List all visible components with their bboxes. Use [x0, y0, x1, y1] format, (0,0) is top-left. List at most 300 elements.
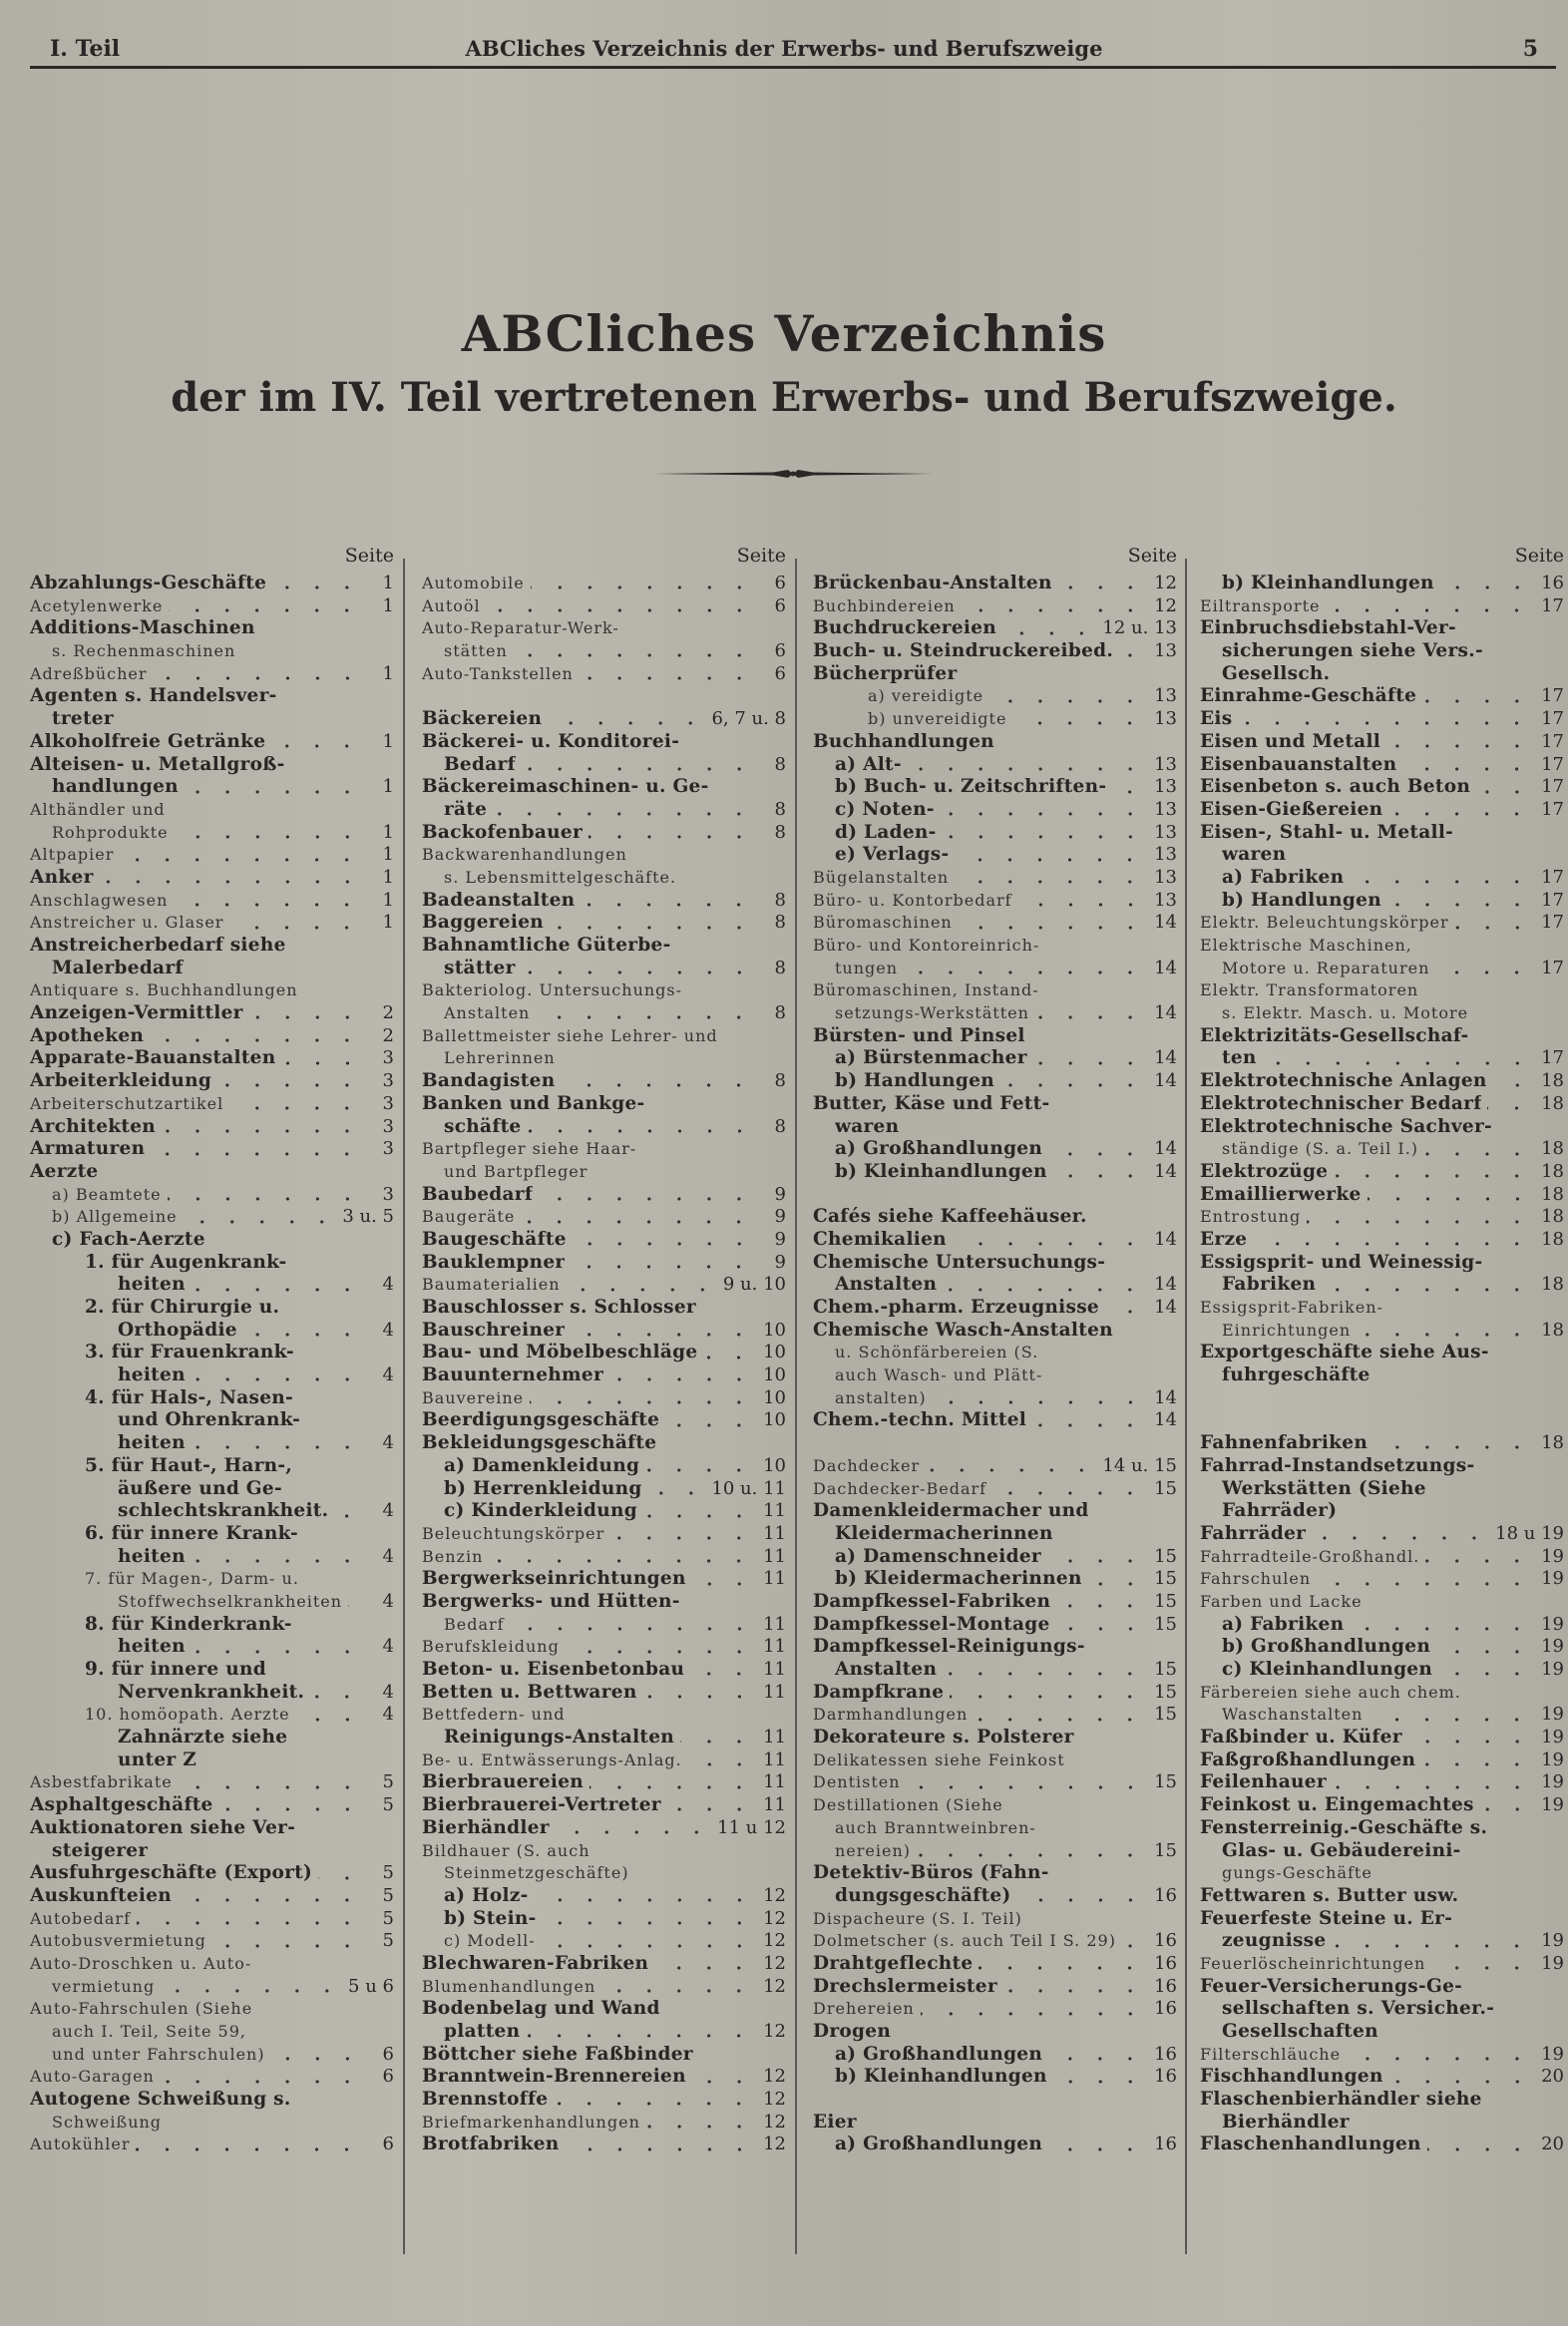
entry-page: 19	[1541, 1727, 1564, 1748]
entry-label: Reinigungs-Anstalten	[444, 1727, 675, 1748]
entry-page: 9	[774, 1228, 786, 1250]
index-entry	[1200, 595, 1564, 618]
entry-label: Autobusvermietung	[30, 1931, 206, 1951]
entry-page: 11	[763, 1727, 786, 1748]
entry-label: Althändler und	[30, 799, 166, 819]
dot-leader	[692, 1582, 754, 1586]
dot-leader	[1387, 903, 1532, 907]
entry-label: Auskunfteien	[30, 1884, 173, 1906]
entry-page: 17	[1541, 912, 1564, 934]
index-entry	[1200, 867, 1564, 890]
entry-page: 19	[1541, 1952, 1564, 1974]
index-entry	[422, 1432, 786, 1455]
dot-leader	[1238, 721, 1532, 725]
index-entry	[422, 1794, 786, 1817]
entry-label: äußere und Ge-	[118, 1477, 282, 1499]
entry-page: 16	[1154, 1998, 1177, 2020]
dot-leader	[543, 1921, 754, 1925]
entry-label: 6. für innere Krank-	[85, 1522, 299, 1544]
entry-page: 3	[382, 1115, 394, 1137]
entry-label: Bücherprüfer	[813, 662, 958, 684]
entry-label: Buchhandlungen	[813, 730, 994, 752]
index-entry	[1200, 1297, 1564, 1320]
dot-leader	[1112, 790, 1145, 794]
entry-page: 4	[382, 1590, 394, 1612]
entry-page: 1	[382, 594, 394, 616]
index-entry	[422, 1591, 786, 1614]
blank-line	[422, 685, 786, 708]
entry-label: Einrichtungen	[1222, 1320, 1352, 1340]
dot-leader	[229, 1106, 362, 1110]
index-entry	[422, 1862, 786, 1885]
index-entry	[422, 979, 786, 1002]
index-entry	[422, 2066, 786, 2089]
index-entry	[813, 1116, 1177, 1139]
dot-leader	[941, 812, 1145, 816]
dot-leader	[271, 2057, 362, 2061]
dot-leader	[531, 585, 754, 589]
entry-page: 16	[1154, 2043, 1177, 2065]
index-entry	[1200, 1998, 1564, 2021]
entry-label: Additions-Maschinen	[30, 617, 255, 639]
index-entry	[422, 2112, 786, 2134]
index-entry	[1200, 1614, 1564, 1637]
index-entry	[30, 1976, 394, 1999]
index-entry	[422, 1727, 786, 1749]
dot-leader	[150, 1038, 362, 1042]
dot-leader	[243, 1333, 362, 1337]
index-entry	[30, 1930, 394, 1953]
index-entry	[30, 2112, 394, 2134]
entry-label: Drechslermeister	[813, 1975, 997, 1997]
entry-label: Detektiv-Büros (Fahn-	[813, 1862, 1049, 1884]
index-entry	[1200, 1908, 1564, 1931]
entry-page: 5	[382, 1862, 394, 1884]
dot-leader	[917, 1853, 1145, 1857]
entry-page: 11	[763, 1522, 786, 1544]
index-entry	[30, 1704, 394, 1727]
dot-leader	[1332, 1944, 1532, 1948]
dot-leader	[589, 1785, 754, 1789]
index-entry	[1200, 1455, 1564, 1478]
entry-label: Bauvereine	[422, 1387, 525, 1407]
entry-label: s. Elektr. Masch. u. Motore	[1222, 1003, 1469, 1023]
entry-page: 13	[1154, 776, 1177, 798]
entry-label: a) Großhandlungen	[835, 1138, 1043, 1160]
entry-page: 17	[1541, 708, 1564, 730]
index-entry	[30, 958, 394, 980]
entry-label: Branntwein-Brennereien	[422, 2066, 686, 2088]
dot-leader	[1312, 1536, 1489, 1540]
dot-leader	[1333, 1785, 1532, 1789]
index-entry	[1200, 1070, 1564, 1093]
dot-leader	[1056, 1604, 1145, 1608]
entry-label: Backwarenhandlungen	[422, 845, 627, 865]
entry-label: 7. für Magen-, Darm- u.	[85, 1569, 299, 1589]
index-entry	[422, 1002, 786, 1025]
index-entry	[422, 2133, 786, 2156]
entry-page: 11	[763, 1794, 786, 1816]
entry-label: Anstalten	[835, 1659, 938, 1680]
index-entry	[813, 1704, 1177, 1727]
dot-leader	[1493, 1083, 1532, 1087]
index-entry	[813, 890, 1177, 913]
dot-leader	[645, 1468, 754, 1472]
dot-leader	[688, 1762, 754, 1766]
dot-leader	[185, 790, 362, 794]
entry-label: Feuerfeste Steine u. Er-	[1200, 1907, 1453, 1929]
index-entry	[422, 822, 786, 845]
index-entry	[30, 1229, 394, 1252]
index-entry	[1200, 1523, 1564, 1546]
entry-label: Adreßbücher	[30, 663, 148, 683]
index-entry	[1200, 708, 1564, 731]
dot-leader	[1440, 585, 1532, 589]
entry-label: Baugeschäfte	[422, 1228, 567, 1250]
index-entry	[813, 776, 1177, 799]
entry-page: 19	[1541, 1771, 1564, 1793]
entry-label: Büro- und Kontoreinrich-	[813, 936, 1040, 955]
index-entry	[30, 1070, 394, 1093]
entry-page: 13	[1154, 685, 1177, 707]
index-entry	[30, 1364, 394, 1387]
entry-page: 9 u. 10	[722, 1274, 786, 1296]
index-entry	[813, 1274, 1177, 1297]
entry-page: 4	[382, 1500, 394, 1522]
entry-label: Betten u. Bettwaren	[422, 1681, 637, 1703]
entry-label: 1. für Augenkrank-	[85, 1251, 287, 1273]
entry-label: b) Kleidermacherinnen	[835, 1568, 1082, 1590]
entry-label: a) Damenkleidung	[444, 1454, 640, 1476]
blank-line	[813, 1432, 1177, 1455]
dot-leader	[1435, 970, 1532, 974]
entry-page: 20	[1541, 2133, 1564, 2155]
entry-page: 15	[1154, 1477, 1177, 1499]
entry-page: 3	[382, 1092, 394, 1114]
entry-page: 17	[1541, 753, 1564, 775]
dot-leader	[1402, 767, 1532, 771]
entry-label: Darmhandlungen	[813, 1705, 969, 1725]
index-entry	[813, 1885, 1177, 1908]
index-entry	[813, 2112, 1177, 2134]
entry-label: a) Bürstenmacher	[835, 1047, 1027, 1069]
entry-label: Eiltransporte	[1200, 595, 1321, 615]
entry-page: 2	[382, 1024, 394, 1046]
dot-leader	[526, 2034, 754, 2038]
index-entry	[1200, 912, 1564, 935]
entry-label: Baubedarf	[422, 1183, 534, 1205]
entry-label: Werkstätten (Siehe	[1222, 1477, 1426, 1499]
entry-page: 15	[1154, 1704, 1177, 1726]
index-entry	[1200, 617, 1564, 640]
index-entry	[813, 1794, 1177, 1817]
dot-leader	[1369, 1718, 1532, 1722]
entry-label: Bildhauer (S. auch	[422, 1840, 590, 1860]
entry-page: 13	[1154, 798, 1177, 820]
index-entry	[422, 1455, 786, 1478]
dot-leader	[1035, 1015, 1145, 1019]
entry-label: räte	[444, 798, 488, 820]
dot-leader	[162, 1129, 362, 1133]
index-entry	[422, 1320, 786, 1343]
entry-label: c) Kleinhandlungen	[1222, 1659, 1433, 1680]
index-entry	[422, 1116, 786, 1139]
entry-page: 16	[1154, 1952, 1177, 1974]
entry-label: Anschlagwesen	[30, 890, 169, 910]
entry-page: 14	[1154, 912, 1177, 934]
index-entry	[30, 799, 394, 822]
dot-leader	[1408, 1740, 1532, 1744]
index-entry	[30, 890, 394, 913]
index-entry	[813, 1070, 1177, 1093]
index-entry	[1200, 1704, 1564, 1727]
index-entry	[30, 1297, 394, 1320]
index-entry	[1200, 731, 1564, 754]
entry-page: 8	[774, 753, 786, 775]
index-entry	[30, 1659, 394, 1682]
entry-page: 11	[763, 1636, 786, 1658]
entry-label: steigerer	[52, 1839, 149, 1861]
dot-leader	[588, 835, 754, 839]
dot-leader	[1476, 790, 1532, 794]
entry-label: heiten	[118, 1274, 186, 1296]
entry-label: setzungs-Werkstätten	[835, 1003, 1029, 1023]
entry-page: 14	[1154, 1228, 1177, 1250]
entry-label: Schweißung	[52, 2112, 163, 2132]
index-entry	[813, 1568, 1177, 1591]
index-entry	[30, 2021, 394, 2044]
dot-leader	[487, 608, 754, 612]
entry-label: Auto-Droschken u. Auto-	[30, 1953, 252, 1973]
entry-label: Bierbrauereien	[422, 1771, 585, 1793]
index-entry	[422, 844, 786, 867]
entry-page: 3	[382, 1047, 394, 1069]
index-entry	[30, 1591, 394, 1614]
index-entry	[422, 935, 786, 958]
entry-label: waren	[835, 1115, 900, 1137]
index-entry	[422, 1682, 786, 1705]
index-entry	[30, 1252, 394, 1275]
index-entry	[30, 844, 394, 867]
index-entry	[422, 1523, 786, 1546]
index-entry	[30, 1093, 394, 1116]
entry-page: 5 u 6	[348, 1975, 394, 1997]
entry-page: 11	[763, 1545, 786, 1567]
entry-page: 10	[763, 1409, 786, 1431]
entry-label: Dispacheure (S. I. Teil)	[813, 1908, 1022, 1928]
entry-label: Dentisten	[813, 1772, 901, 1792]
entry-page: 6	[382, 2066, 394, 2088]
entry-page: 12	[763, 2111, 786, 2132]
index-entry	[1200, 1274, 1564, 1297]
seite-column-header: Seite	[1127, 545, 1177, 567]
entry-page: 5	[382, 1794, 394, 1816]
entry-page: 4	[382, 1432, 394, 1454]
dot-leader	[120, 858, 362, 862]
entry-label: Fahnenfabriken	[1200, 1432, 1369, 1454]
index-entry	[1200, 1252, 1564, 1275]
index-entry	[30, 935, 394, 958]
entry-label: a) Beamtete	[52, 1184, 162, 1204]
index-entry	[813, 1387, 1177, 1410]
entry-label: a) Holz-	[444, 1884, 529, 1906]
dot-leader	[192, 1559, 362, 1563]
entry-label: Chemikalien	[813, 1228, 947, 1250]
entry-label: 8. für Kinderkrank-	[85, 1613, 292, 1635]
dot-leader	[908, 767, 1145, 771]
dot-leader	[154, 676, 362, 680]
entry-label: Faßbinder u. Küfer	[1200, 1727, 1402, 1748]
index-entry	[1200, 1682, 1564, 1705]
index-entry	[1200, 640, 1564, 663]
entry-label: Fahrradteile-Großhandl.	[1200, 1546, 1420, 1566]
index-column-3	[813, 539, 1177, 2156]
entry-label: waren	[1222, 844, 1287, 866]
index-entry	[813, 799, 1177, 822]
seite-column-header: Seite	[736, 545, 786, 567]
dot-leader	[1424, 1152, 1532, 1156]
entry-label: b) Kleinhandlungen	[835, 1160, 1047, 1182]
index-entry	[813, 2066, 1177, 2089]
index-entry	[30, 1998, 394, 2021]
entry-label: Anstalten	[835, 1274, 938, 1296]
entry-label: c) Noten-	[835, 798, 935, 820]
dot-leader	[1058, 585, 1145, 589]
index-entry	[30, 1455, 394, 1478]
index-entry	[30, 1342, 394, 1364]
dot-leader	[184, 1220, 337, 1224]
entry-label: ten	[1222, 1047, 1257, 1069]
column-rule	[1185, 559, 1187, 2254]
index-entry	[1200, 663, 1564, 686]
index-entry	[1200, 890, 1564, 913]
entry-page: 19	[1541, 1794, 1564, 1816]
dot-leader	[249, 1015, 362, 1019]
index-entry	[813, 1342, 1177, 1364]
index-entry	[813, 958, 1177, 980]
entry-label: Delikatessen siehe Feinkost	[813, 1749, 1065, 1769]
entry-page: 11	[763, 1568, 786, 1590]
index-entry	[1200, 1047, 1564, 1070]
index-entry	[1200, 1138, 1564, 1161]
index-entry	[813, 1455, 1177, 1478]
entry-label: Anzeigen-Vermittler	[30, 1002, 243, 1024]
entry-page: 1	[382, 662, 394, 684]
dot-leader	[100, 880, 362, 884]
index-entry	[1200, 685, 1564, 708]
index-entry	[813, 1138, 1177, 1161]
entry-label: Bäckereimaschinen- u. Ge-	[422, 776, 709, 798]
index-entry	[1200, 1930, 1564, 1953]
entry-label: unter Z	[118, 1748, 197, 1770]
entry-label: Drahtgeflechte	[813, 1952, 974, 1974]
index-entry	[1200, 1116, 1564, 1139]
entry-page: 17	[1541, 594, 1564, 616]
index-entry	[30, 979, 394, 1002]
entry-label: Bartpfleger siehe Haar-	[422, 1139, 637, 1159]
entry-label: Fensterreinig.-Geschäfte s.	[1200, 1816, 1488, 1838]
dot-leader	[690, 1672, 754, 1676]
dot-leader	[654, 1966, 754, 1970]
entry-label: Acetylenwerke	[30, 595, 164, 615]
index-entry	[422, 912, 786, 935]
entry-label: Eier	[813, 2111, 857, 2132]
entry-page: 1	[382, 866, 394, 888]
entry-page: 13	[1154, 866, 1177, 888]
index-entry	[30, 1047, 394, 1070]
entry-page: 9	[774, 1206, 786, 1228]
entry-label: heiten	[118, 1432, 186, 1454]
entry-label: Elektr. Beleuchtungskörper	[1200, 913, 1449, 933]
index-entry	[813, 2133, 1177, 2156]
index-entry	[813, 1229, 1177, 1252]
entry-label: Briefmarkenhandlungen	[422, 2112, 640, 2132]
dot-leader	[334, 1514, 362, 1518]
entry-page: 1	[382, 730, 394, 752]
page-number: 5	[1522, 36, 1538, 62]
index-column-4	[1200, 539, 1564, 2156]
entry-page: 19	[1541, 1636, 1564, 1658]
index-entry	[1200, 1432, 1564, 1455]
entry-label: Elektrotechnischer Bedarf	[1200, 1092, 1482, 1114]
dot-leader	[489, 1559, 754, 1563]
dot-leader	[1427, 2147, 1532, 2151]
index-entry	[813, 573, 1177, 595]
index-entry	[422, 890, 786, 913]
entry-label: Feuerlöscheinrichtungen	[1200, 1953, 1426, 1973]
entry-label: Motore u. Reparaturen	[1222, 958, 1430, 977]
entry-label: Elektrizitäts-Gesellschaf-	[1200, 1024, 1469, 1046]
index-entry	[422, 1093, 786, 1116]
entry-label: b) Großhandlungen	[1222, 1636, 1431, 1658]
index-entry	[422, 1659, 786, 1682]
index-entry	[422, 2089, 786, 2112]
index-entry	[30, 867, 394, 890]
index-entry	[30, 1320, 394, 1343]
dot-leader	[1436, 1650, 1532, 1654]
entry-label: Elektrotechnische Anlagen	[1200, 1070, 1487, 1092]
dot-leader	[1326, 608, 1532, 612]
index-entry	[30, 573, 394, 595]
dot-leader	[1017, 1898, 1145, 1902]
index-entry	[813, 1093, 1177, 1116]
entry-label: b) Kleinhandlungen	[835, 2066, 1047, 2088]
index-entry	[813, 1636, 1177, 1659]
entry-page: 8	[774, 889, 786, 911]
index-entry	[30, 1500, 394, 1523]
dot-leader	[1350, 880, 1532, 884]
ornament-divider-icon	[653, 469, 933, 479]
entry-label: Dampfkessel-Fabriken	[813, 1590, 1051, 1612]
index-entry	[1200, 1840, 1564, 1863]
entry-label: Eis	[1200, 708, 1233, 730]
entry-page: 10	[763, 1342, 786, 1363]
entry-page: 14	[1154, 1138, 1177, 1160]
entry-page: 5	[382, 1907, 394, 1929]
entry-page: 16	[1154, 1930, 1177, 1952]
dot-leader	[907, 1785, 1145, 1789]
entry-label: Bierbrauerei-Vertreter	[422, 1794, 661, 1816]
entry-page: 5	[382, 1884, 394, 1906]
index-entry	[30, 1771, 394, 1794]
index-entry	[30, 1885, 394, 1908]
dot-leader	[178, 1898, 362, 1902]
entry-label: Dampfkessel-Reinigungs-	[813, 1636, 1085, 1658]
entry-page: 15	[1154, 1681, 1177, 1703]
index-entry	[813, 1206, 1177, 1229]
entry-page: 19	[1541, 1748, 1564, 1770]
index-entry	[30, 1002, 394, 1025]
